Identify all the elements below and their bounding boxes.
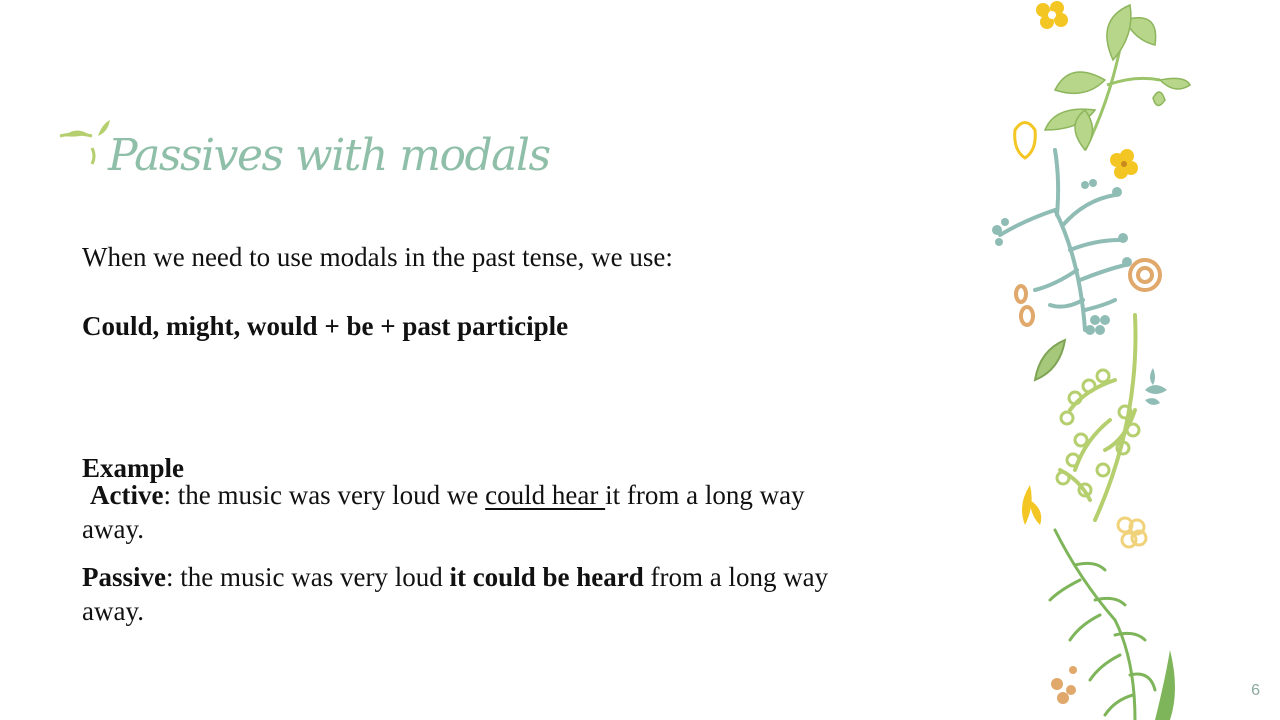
formula-text: Could, might, would + be + past participle [82, 311, 569, 341]
active-label: Active [90, 480, 164, 510]
intro-text: When we need to use modals in the past tense, we use: [82, 242, 673, 272]
passive-text-before: : the music was very loud [166, 562, 450, 592]
passive-label: Passive [82, 562, 166, 592]
passive-text-after: from a long way [643, 562, 829, 592]
page-number: 6 [1251, 682, 1260, 699]
passive-line-2: away. [82, 596, 144, 626]
passive-line [82, 560, 828, 594]
active-text-after: it from a long way [605, 480, 805, 510]
floral-vine-decoration [985, 0, 1215, 720]
active-underlined: could hear [485, 480, 606, 510]
passive-bold: it could be heard [449, 562, 644, 592]
active-text-before: : the music was very loud we [163, 480, 486, 510]
active-line-2: away. [82, 514, 144, 544]
example-heading: Example [82, 453, 185, 483]
slide-title: Passives with modals [108, 130, 550, 181]
active-line [90, 478, 805, 512]
